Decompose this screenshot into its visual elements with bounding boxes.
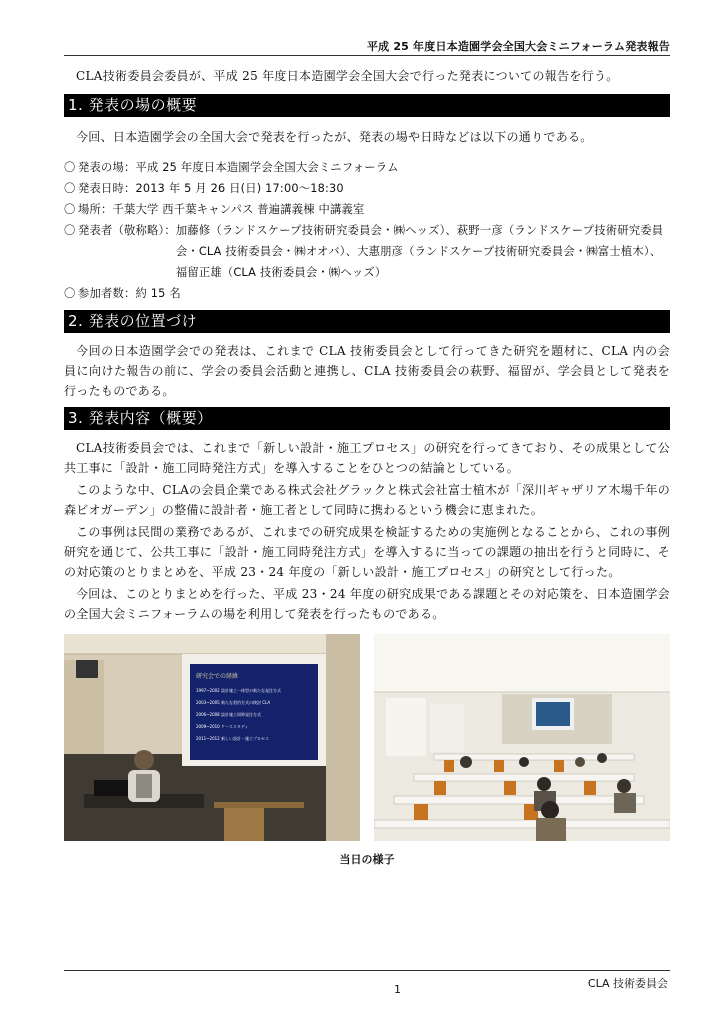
- event-info-list: [64, 157, 670, 304]
- info-value: 加藤修（ランドスケープ技術研究委員会・㈱ヘッズ）、萩野一彦（ランドスケープ技術研究委員会・CLA 技術委員会・㈱オオバ）、大惠朋彦（ランドスケープ技術研究委員会・㈱富士植木）、福留正雄（CLA 技術委員会・㈱ヘッズ）: [175, 224, 664, 279]
- info-item-location: [64, 199, 670, 220]
- info-label: 発表の場：: [78, 161, 136, 174]
- bullet-circle: 〇: [64, 203, 76, 216]
- info-item-venue: [64, 157, 670, 178]
- footer-organization: CLA 技術委員会: [587, 977, 668, 990]
- slide-line: 2011~2012 新しい設計・施工プロセス: [196, 736, 269, 741]
- photo-audience-graphic: [374, 634, 670, 841]
- info-value: 平成 25 年度日本造園学会全国大会ミニフォーラム: [135, 161, 399, 174]
- slide-line: 2006~2008 設計施工同時発注方式: [196, 712, 261, 717]
- bullet-circle: 〇: [64, 182, 76, 195]
- info-item-datetime: [64, 178, 670, 199]
- photo-presenter-graphic: [64, 634, 360, 841]
- page-number: 1: [394, 983, 401, 996]
- info-value: 約 15 名: [135, 287, 181, 300]
- slide-line: 1997~2002 設計施工一体型の新たな発注方式: [196, 688, 281, 693]
- photo-caption: 当日の様子: [339, 853, 395, 866]
- info-label: 参加者数：: [78, 287, 136, 300]
- section-2-paragraph: 今回の日本造園学会での発表は、これまで CLA 技術委員会として行ってきた研究を題材に、CLA 内の会員に向けた報告の前に、学会の委員会活動と連携し、CLA 技術委員会の萩野、福留が、学会員として発表を行ったものである。: [64, 344, 670, 398]
- info-label: 場所：: [78, 203, 113, 216]
- bullet-circle: 〇: [64, 224, 76, 237]
- intro-paragraph: CLA技術委員会委員が、平成 25 年度日本造園学会全国大会で行った発表についての報告を行う。: [76, 69, 619, 83]
- section-3-paragraph-3: この事例は民間の業務であるが、これまでの研究成果を検証するための実施例となることから、これの事例研究を通じて、公共工事に「設計・施工同時発注方式」を導入するに当っての課題の抽出を行うと同時に、その対応策のとりまとめを、平成 23・24 年度の「新しい設計・施工プロセス」の研究として行った。: [64, 525, 670, 579]
- section-1-lead: 今回、日本造園学会の全国大会で発表を行ったが、発表の場や日時などは以下の通りである。: [76, 130, 593, 144]
- info-item-presenters: [64, 220, 670, 283]
- info-label: 発表日時：: [78, 182, 136, 195]
- photo-audience-room: [374, 634, 670, 841]
- bullet-circle: 〇: [64, 161, 76, 174]
- document-body: [64, 66, 670, 867]
- section-1-heading: 1. 発表の場の概要: [64, 94, 670, 117]
- section-3-paragraph-4: 今回は、このとりまとめを行った、平成 23・24 年度の研究成果である課題とその対応策を、日本造園学会の全国大会ミニフォーラムの場を利用して発表を行ったものである。: [64, 587, 670, 621]
- photo-row: [64, 634, 670, 841]
- document-header-title: 平成 25 年度日本造園学会全国大会ミニフォーラム発表報告: [366, 40, 670, 53]
- footer-divider: [64, 970, 670, 971]
- header-divider: [64, 55, 670, 56]
- section-3-paragraph-1: CLA技術委員会では、これまで「新しい設計・施工プロセス」の研究を行ってきており、その成果として公共工事に「設計・施工同時発注方式」を導入することをひとつの結論としている。: [64, 441, 670, 475]
- slide-title: 研究会での経緯: [196, 673, 239, 680]
- slide-line: 2003~2005 新たな契約方式の検討 CLA: [196, 700, 271, 705]
- bullet-circle: 〇: [64, 287, 76, 300]
- photo-presenter-lecture: [64, 634, 360, 841]
- slide-line: 2009~2010 ケーススタディ: [196, 724, 249, 729]
- section-3-paragraph-2: このような中、CLAの会員企業である株式会社グラックと株式会社富士植木が「深川ギャザリア木場千年の森ビオガーデン」の整備に設計者・施工者として同時に携わるという機会に恵まれた。: [64, 483, 670, 517]
- info-label: 発表者（敬称略）：: [78, 224, 176, 237]
- info-value: 2013 年 5 月 26 日(日) 17:00～18:30: [135, 182, 344, 195]
- section-2-heading: 2. 発表の位置づけ: [64, 310, 670, 333]
- info-value: 千葉大学 西千葉キャンパス 普遍講義棟 中講義室: [112, 203, 365, 216]
- section-3-heading: 3. 発表内容（概要）: [64, 407, 670, 430]
- info-item-attendees: [64, 283, 670, 304]
